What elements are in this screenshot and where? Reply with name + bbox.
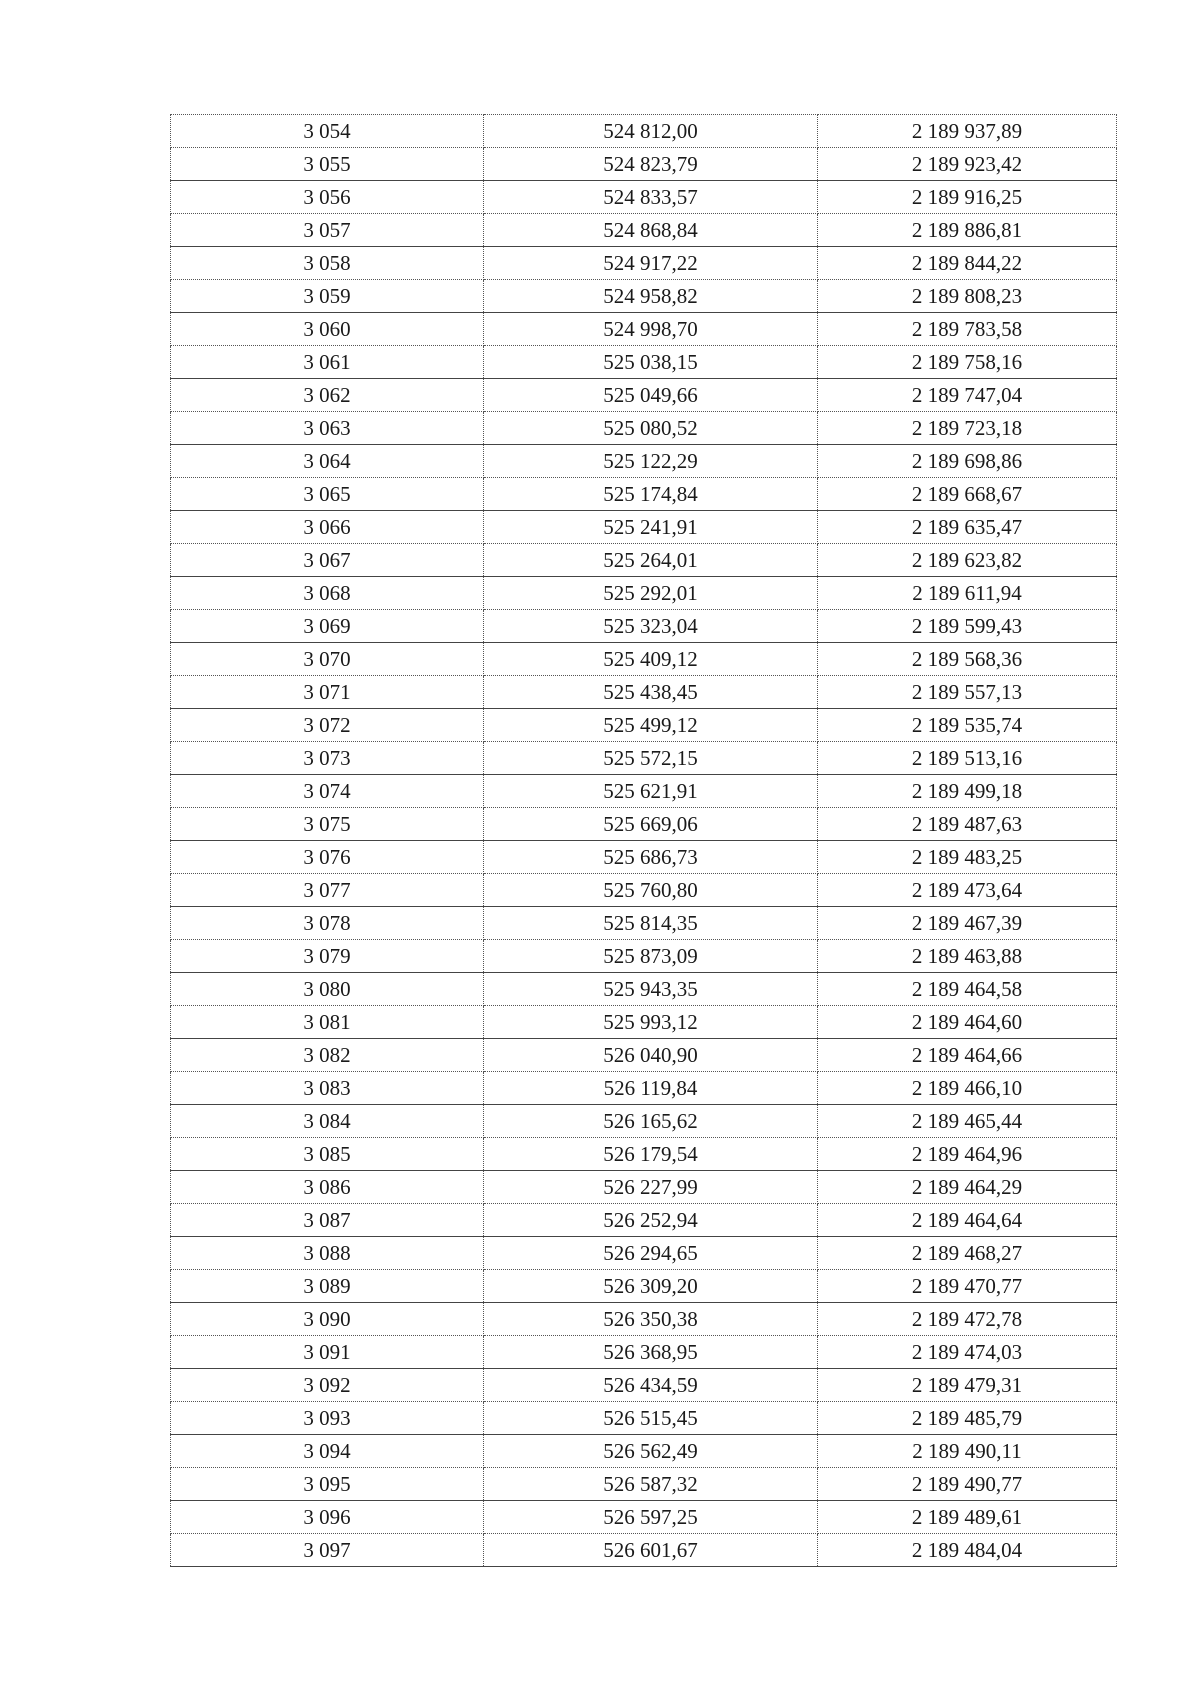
point-number-cell: 3 093 [171, 1402, 484, 1435]
y-coordinate-cell: 2 189 916,25 [818, 181, 1117, 214]
x-coordinate-cell: 525 080,52 [484, 412, 818, 445]
table-row [171, 1402, 1117, 1435]
point-number-cell: 3 057 [171, 214, 484, 247]
y-coordinate-cell: 2 189 808,23 [818, 280, 1117, 313]
x-coordinate-cell: 526 368,95 [484, 1336, 818, 1369]
x-coordinate-cell: 524 823,79 [484, 148, 818, 181]
table-row [171, 511, 1117, 544]
x-coordinate-cell: 525 621,91 [484, 775, 818, 808]
table-row [171, 1501, 1117, 1534]
table-row [171, 709, 1117, 742]
table-row [171, 1303, 1117, 1336]
table-row [171, 412, 1117, 445]
y-coordinate-cell: 2 189 473,64 [818, 874, 1117, 907]
x-coordinate-cell: 525 292,01 [484, 577, 818, 610]
table-row [171, 478, 1117, 511]
y-coordinate-cell: 2 189 490,77 [818, 1468, 1117, 1501]
table-row [171, 1105, 1117, 1138]
y-coordinate-cell: 2 189 464,60 [818, 1006, 1117, 1039]
y-coordinate-cell: 2 189 464,96 [818, 1138, 1117, 1171]
point-number-cell: 3 095 [171, 1468, 484, 1501]
x-coordinate-cell: 524 917,22 [484, 247, 818, 280]
x-coordinate-cell: 525 409,12 [484, 643, 818, 676]
x-coordinate-cell: 525 686,73 [484, 841, 818, 874]
point-number-cell: 3 084 [171, 1105, 484, 1138]
y-coordinate-cell: 2 189 723,18 [818, 412, 1117, 445]
point-number-cell: 3 090 [171, 1303, 484, 1336]
x-coordinate-cell: 525 873,09 [484, 940, 818, 973]
x-coordinate-cell: 525 038,15 [484, 346, 818, 379]
x-coordinate-cell: 524 812,00 [484, 115, 818, 148]
y-coordinate-cell: 2 189 557,13 [818, 676, 1117, 709]
table-row [171, 742, 1117, 775]
y-coordinate-cell: 2 189 464,58 [818, 973, 1117, 1006]
y-coordinate-cell: 2 189 923,42 [818, 148, 1117, 181]
point-number-cell: 3 078 [171, 907, 484, 940]
table-row [171, 610, 1117, 643]
y-coordinate-cell: 2 189 758,16 [818, 346, 1117, 379]
table-row [171, 1171, 1117, 1204]
x-coordinate-cell: 526 587,32 [484, 1468, 818, 1501]
table-row [171, 280, 1117, 313]
x-coordinate-cell: 526 434,59 [484, 1369, 818, 1402]
x-coordinate-cell: 526 562,49 [484, 1435, 818, 1468]
x-coordinate-cell: 525 499,12 [484, 709, 818, 742]
point-number-cell: 3 076 [171, 841, 484, 874]
y-coordinate-cell: 2 189 783,58 [818, 313, 1117, 346]
y-coordinate-cell: 2 189 623,82 [818, 544, 1117, 577]
y-coordinate-cell: 2 189 489,61 [818, 1501, 1117, 1534]
x-coordinate-cell: 526 309,20 [484, 1270, 818, 1303]
y-coordinate-cell: 2 189 483,25 [818, 841, 1117, 874]
table-row [171, 445, 1117, 478]
table-row [171, 940, 1117, 973]
x-coordinate-cell: 526 597,25 [484, 1501, 818, 1534]
y-coordinate-cell: 2 189 463,88 [818, 940, 1117, 973]
table-row [171, 148, 1117, 181]
point-number-cell: 3 079 [171, 940, 484, 973]
y-coordinate-cell: 2 189 464,29 [818, 1171, 1117, 1204]
point-number-cell: 3 059 [171, 280, 484, 313]
point-number-cell: 3 070 [171, 643, 484, 676]
point-number-cell: 3 082 [171, 1039, 484, 1072]
y-coordinate-cell: 2 189 599,43 [818, 610, 1117, 643]
x-coordinate-cell: 525 438,45 [484, 676, 818, 709]
point-number-cell: 3 091 [171, 1336, 484, 1369]
y-coordinate-cell: 2 189 844,22 [818, 247, 1117, 280]
y-coordinate-cell: 2 189 698,86 [818, 445, 1117, 478]
point-number-cell: 3 086 [171, 1171, 484, 1204]
y-coordinate-cell: 2 189 886,81 [818, 214, 1117, 247]
y-coordinate-cell: 2 189 465,44 [818, 1105, 1117, 1138]
point-number-cell: 3 089 [171, 1270, 484, 1303]
x-coordinate-cell: 526 165,62 [484, 1105, 818, 1138]
table-row [171, 313, 1117, 346]
y-coordinate-cell: 2 189 490,11 [818, 1435, 1117, 1468]
point-number-cell: 3 073 [171, 742, 484, 775]
x-coordinate-cell: 526 294,65 [484, 1237, 818, 1270]
y-coordinate-cell: 2 189 474,03 [818, 1336, 1117, 1369]
point-number-cell: 3 072 [171, 709, 484, 742]
y-coordinate-cell: 2 189 747,04 [818, 379, 1117, 412]
table-row [171, 1204, 1117, 1237]
table-row [171, 1072, 1117, 1105]
y-coordinate-cell: 2 189 464,66 [818, 1039, 1117, 1072]
x-coordinate-cell: 524 958,82 [484, 280, 818, 313]
table-row [171, 379, 1117, 412]
table-row [171, 1039, 1117, 1072]
x-coordinate-cell: 525 323,04 [484, 610, 818, 643]
table-row [171, 775, 1117, 808]
x-coordinate-cell: 526 515,45 [484, 1402, 818, 1435]
x-coordinate-cell: 525 241,91 [484, 511, 818, 544]
x-coordinate-cell: 526 601,67 [484, 1534, 818, 1567]
x-coordinate-cell: 525 814,35 [484, 907, 818, 940]
y-coordinate-cell: 2 189 635,47 [818, 511, 1117, 544]
table-row [171, 1369, 1117, 1402]
x-coordinate-cell: 524 998,70 [484, 313, 818, 346]
table-row [171, 346, 1117, 379]
table-row [171, 577, 1117, 610]
y-coordinate-cell: 2 189 468,27 [818, 1237, 1117, 1270]
table-row [171, 544, 1117, 577]
coordinates-table [170, 114, 1117, 1567]
point-number-cell: 3 063 [171, 412, 484, 445]
point-number-cell: 3 060 [171, 313, 484, 346]
table-row [171, 1270, 1117, 1303]
y-coordinate-cell: 2 189 499,18 [818, 775, 1117, 808]
y-coordinate-cell: 2 189 513,16 [818, 742, 1117, 775]
x-coordinate-cell: 525 943,35 [484, 973, 818, 1006]
point-number-cell: 3 066 [171, 511, 484, 544]
y-coordinate-cell: 2 189 479,31 [818, 1369, 1117, 1402]
y-coordinate-cell: 2 189 466,10 [818, 1072, 1117, 1105]
x-coordinate-cell: 526 350,38 [484, 1303, 818, 1336]
point-number-cell: 3 080 [171, 973, 484, 1006]
x-coordinate-cell: 526 040,90 [484, 1039, 818, 1072]
y-coordinate-cell: 2 189 611,94 [818, 577, 1117, 610]
point-number-cell: 3 085 [171, 1138, 484, 1171]
point-number-cell: 3 075 [171, 808, 484, 841]
point-number-cell: 3 094 [171, 1435, 484, 1468]
point-number-cell: 3 058 [171, 247, 484, 280]
x-coordinate-cell: 524 833,57 [484, 181, 818, 214]
table-row [171, 1006, 1117, 1039]
y-coordinate-cell: 2 189 467,39 [818, 907, 1117, 940]
y-coordinate-cell: 2 189 937,89 [818, 115, 1117, 148]
x-coordinate-cell: 525 669,06 [484, 808, 818, 841]
coordinates-table-body [171, 115, 1117, 1567]
table-row [171, 1468, 1117, 1501]
point-number-cell: 3 074 [171, 775, 484, 808]
point-number-cell: 3 055 [171, 148, 484, 181]
y-coordinate-cell: 2 189 535,74 [818, 709, 1117, 742]
table-row [171, 214, 1117, 247]
point-number-cell: 3 077 [171, 874, 484, 907]
x-coordinate-cell: 526 227,99 [484, 1171, 818, 1204]
table-row [171, 181, 1117, 214]
x-coordinate-cell: 525 264,01 [484, 544, 818, 577]
table-row [171, 643, 1117, 676]
point-number-cell: 3 065 [171, 478, 484, 511]
point-number-cell: 3 069 [171, 610, 484, 643]
point-number-cell: 3 064 [171, 445, 484, 478]
x-coordinate-cell: 525 049,66 [484, 379, 818, 412]
point-number-cell: 3 092 [171, 1369, 484, 1402]
y-coordinate-cell: 2 189 472,78 [818, 1303, 1117, 1336]
table-row [171, 808, 1117, 841]
point-number-cell: 3 056 [171, 181, 484, 214]
table-row [171, 1336, 1117, 1369]
table-row [171, 907, 1117, 940]
y-coordinate-cell: 2 189 485,79 [818, 1402, 1117, 1435]
table-row [171, 1138, 1117, 1171]
x-coordinate-cell: 525 572,15 [484, 742, 818, 775]
point-number-cell: 3 061 [171, 346, 484, 379]
table-row [171, 676, 1117, 709]
point-number-cell: 3 071 [171, 676, 484, 709]
point-number-cell: 3 068 [171, 577, 484, 610]
point-number-cell: 3 087 [171, 1204, 484, 1237]
table-row [171, 1435, 1117, 1468]
x-coordinate-cell: 526 119,84 [484, 1072, 818, 1105]
point-number-cell: 3 083 [171, 1072, 484, 1105]
x-coordinate-cell: 525 993,12 [484, 1006, 818, 1039]
table-row [171, 247, 1117, 280]
table-row [171, 115, 1117, 148]
y-coordinate-cell: 2 189 464,64 [818, 1204, 1117, 1237]
point-number-cell: 3 096 [171, 1501, 484, 1534]
y-coordinate-cell: 2 189 668,67 [818, 478, 1117, 511]
point-number-cell: 3 081 [171, 1006, 484, 1039]
x-coordinate-cell: 525 174,84 [484, 478, 818, 511]
y-coordinate-cell: 2 189 568,36 [818, 643, 1117, 676]
table-row [171, 841, 1117, 874]
x-coordinate-cell: 526 252,94 [484, 1204, 818, 1237]
table-row [171, 874, 1117, 907]
table-row [171, 973, 1117, 1006]
y-coordinate-cell: 2 189 487,63 [818, 808, 1117, 841]
y-coordinate-cell: 2 189 470,77 [818, 1270, 1117, 1303]
point-number-cell: 3 067 [171, 544, 484, 577]
point-number-cell: 3 054 [171, 115, 484, 148]
table-row [171, 1237, 1117, 1270]
x-coordinate-cell: 525 760,80 [484, 874, 818, 907]
point-number-cell: 3 088 [171, 1237, 484, 1270]
y-coordinate-cell: 2 189 484,04 [818, 1534, 1117, 1567]
x-coordinate-cell: 525 122,29 [484, 445, 818, 478]
x-coordinate-cell: 526 179,54 [484, 1138, 818, 1171]
table-row [171, 1534, 1117, 1567]
x-coordinate-cell: 524 868,84 [484, 214, 818, 247]
point-number-cell: 3 097 [171, 1534, 484, 1567]
point-number-cell: 3 062 [171, 379, 484, 412]
